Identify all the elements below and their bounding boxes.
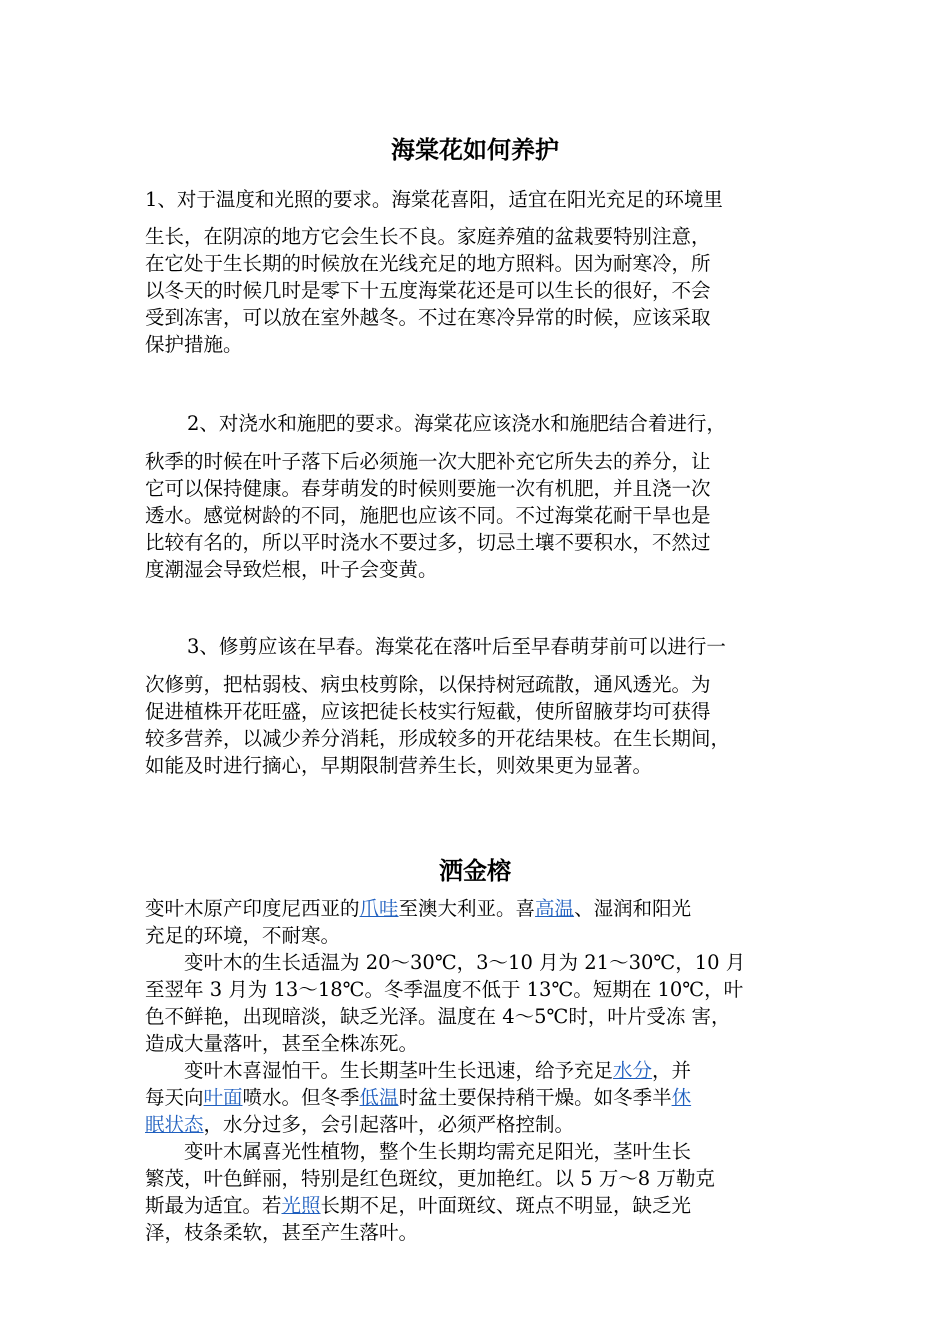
- paragraph-line: 比较有名的，所以平时浇水不要过多，切忌土壤不要积水，不然过: [145, 531, 711, 554]
- paragraph-line: 促进植株开花旺盛，应该把徒长枝实行短截，使所留腋芽均可获得: [145, 700, 711, 723]
- haitang-paragraph-2-body: [145, 448, 815, 583]
- haitang-paragraph-3: [187, 633, 857, 660]
- sajinrong-body: [145, 895, 815, 1246]
- paragraph-line: 变叶木属喜光性植物，整个生长期均需充足阳光，茎叶生长: [145, 1140, 692, 1163]
- link-xiumian-end[interactable]: 眠状态: [145, 1113, 204, 1136]
- paragraph-line: [145, 1084, 815, 1111]
- link-yemian[interactable]: 叶面: [203, 1086, 243, 1109]
- paragraph-line: 保护措施。: [145, 333, 243, 356]
- paragraph-line: 较多营养，以减少养分消耗，形成较多的开花结果枝。在生长期间，: [145, 727, 731, 750]
- haitang-paragraph-2: [187, 410, 857, 437]
- paragraph-line: 1、对于温度和光照的要求。海棠花喜阳，适宜在阳光充足的环境里: [145, 188, 723, 211]
- paragraph-line: 度潮湿会导致烂根，叶子会变黄。: [145, 558, 438, 581]
- paragraph-line: 受到冻害，可以放在室外越冬。不过在寒冷异常的时候，应该采取: [145, 306, 711, 329]
- text-run: 变叶木喜湿怕干。生长期茎叶生长迅速，给予充足: [145, 1059, 614, 1082]
- text-run: 每天向: [145, 1086, 204, 1109]
- text-run: ，并: [652, 1059, 692, 1082]
- paragraph-line: 泽，枝条柔软，甚至产生落叶。: [145, 1221, 419, 1244]
- text-run: 、湿润和阳光: [574, 897, 692, 920]
- link-zhuawa[interactable]: 爪哇: [359, 897, 399, 920]
- paragraph-line: 色不鲜艳，出现暗淡，缺乏光泽。温度在 4～5℃时，叶片受冻 害，: [145, 1005, 731, 1028]
- paragraph-line: [145, 895, 815, 922]
- text-run: 斯最为适宜。若: [145, 1194, 282, 1217]
- paragraph-line: 它可以保持健康。春芽萌发的时候则要施一次有机肥，并且浇一次: [145, 477, 711, 500]
- paragraph-line: 如能及时进行摘心，早期限制营养生长，则效果更为显著。: [145, 754, 653, 777]
- text-run: ，水分过多，会引起落叶，必须严格控制。: [203, 1113, 575, 1136]
- paragraph-line: 透水。感觉树龄的不同，施肥也应该不同。不过海棠花耐干旱也是: [145, 504, 711, 527]
- paragraph-line: 秋季的时候在叶子落下后必须施一次大肥补充它所失去的养分，让: [145, 450, 711, 473]
- paragraph-line: 在它处于生长期的时候放在光线充足的地方照料。因为耐寒冷，所: [145, 252, 711, 275]
- paragraph-line: 造成大量落叶，甚至全株冻死。: [145, 1032, 419, 1055]
- paragraph-line: 次修剪，把枯弱枝、病虫枝剪除，以保持树冠疏散，通风透光。为: [145, 673, 711, 696]
- haitang-paragraph-1: [145, 186, 815, 213]
- paragraph-line: 生长，在阴凉的地方它会生长不良。家庭养殖的盆栽要特别注意，: [145, 225, 711, 248]
- haitang-paragraph-3-body: [145, 671, 815, 779]
- text-run: 喷水。但冬季: [242, 1086, 360, 1109]
- paragraph-line: 至翌年 3 月为 13～18℃。冬季温度不低于 13℃。短期在 10℃，叶: [145, 978, 744, 1001]
- link-shuifen[interactable]: 水分: [613, 1059, 653, 1082]
- paragraph-line: 以冬天的时候几时是零下十五度海棠花还是可以生长的很好，不会: [145, 279, 711, 302]
- paragraph-line: 变叶木的生长适温为 20～30℃，3～10 月为 21～30℃，10 月: [145, 951, 746, 974]
- paragraph-line: 3、修剪应该在早春。海棠花在落叶后至早春萌芽前可以进行一: [187, 635, 726, 658]
- paragraph-line: [145, 1192, 815, 1219]
- section-title-sajinrong: 洒金榕: [439, 856, 511, 885]
- paragraph-line: [145, 1057, 815, 1084]
- link-gaowen[interactable]: 高温: [535, 897, 575, 920]
- paragraph-line: [145, 1111, 815, 1138]
- link-guangzhao[interactable]: 光照: [281, 1194, 321, 1217]
- link-diwen[interactable]: 低温: [359, 1086, 399, 1109]
- text-run: 变叶木原产印度尼西亚的: [145, 897, 360, 920]
- text-run: 至澳大利亚。喜: [398, 897, 536, 920]
- paragraph-line: 2、对浇水和施肥的要求。海棠花应该浇水和施肥结合着进行，: [187, 412, 726, 435]
- text-run: 长期不足，叶面斑纹、斑点不明显，缺乏光: [320, 1194, 692, 1217]
- section-title-haitang: 海棠花如何养护: [391, 135, 559, 164]
- paragraph-line: 繁茂，叶色鲜丽，特别是红色斑纹，更加艳红。以 5 万～8 万勒克: [145, 1167, 715, 1190]
- paragraph-line: 充足的环境，不耐寒。: [145, 924, 341, 947]
- link-xiumian-start[interactable]: 休: [671, 1086, 692, 1109]
- haitang-paragraph-1-body: [145, 223, 815, 358]
- text-run: 时盆土要保持稍干燥。如冬季半: [398, 1086, 672, 1109]
